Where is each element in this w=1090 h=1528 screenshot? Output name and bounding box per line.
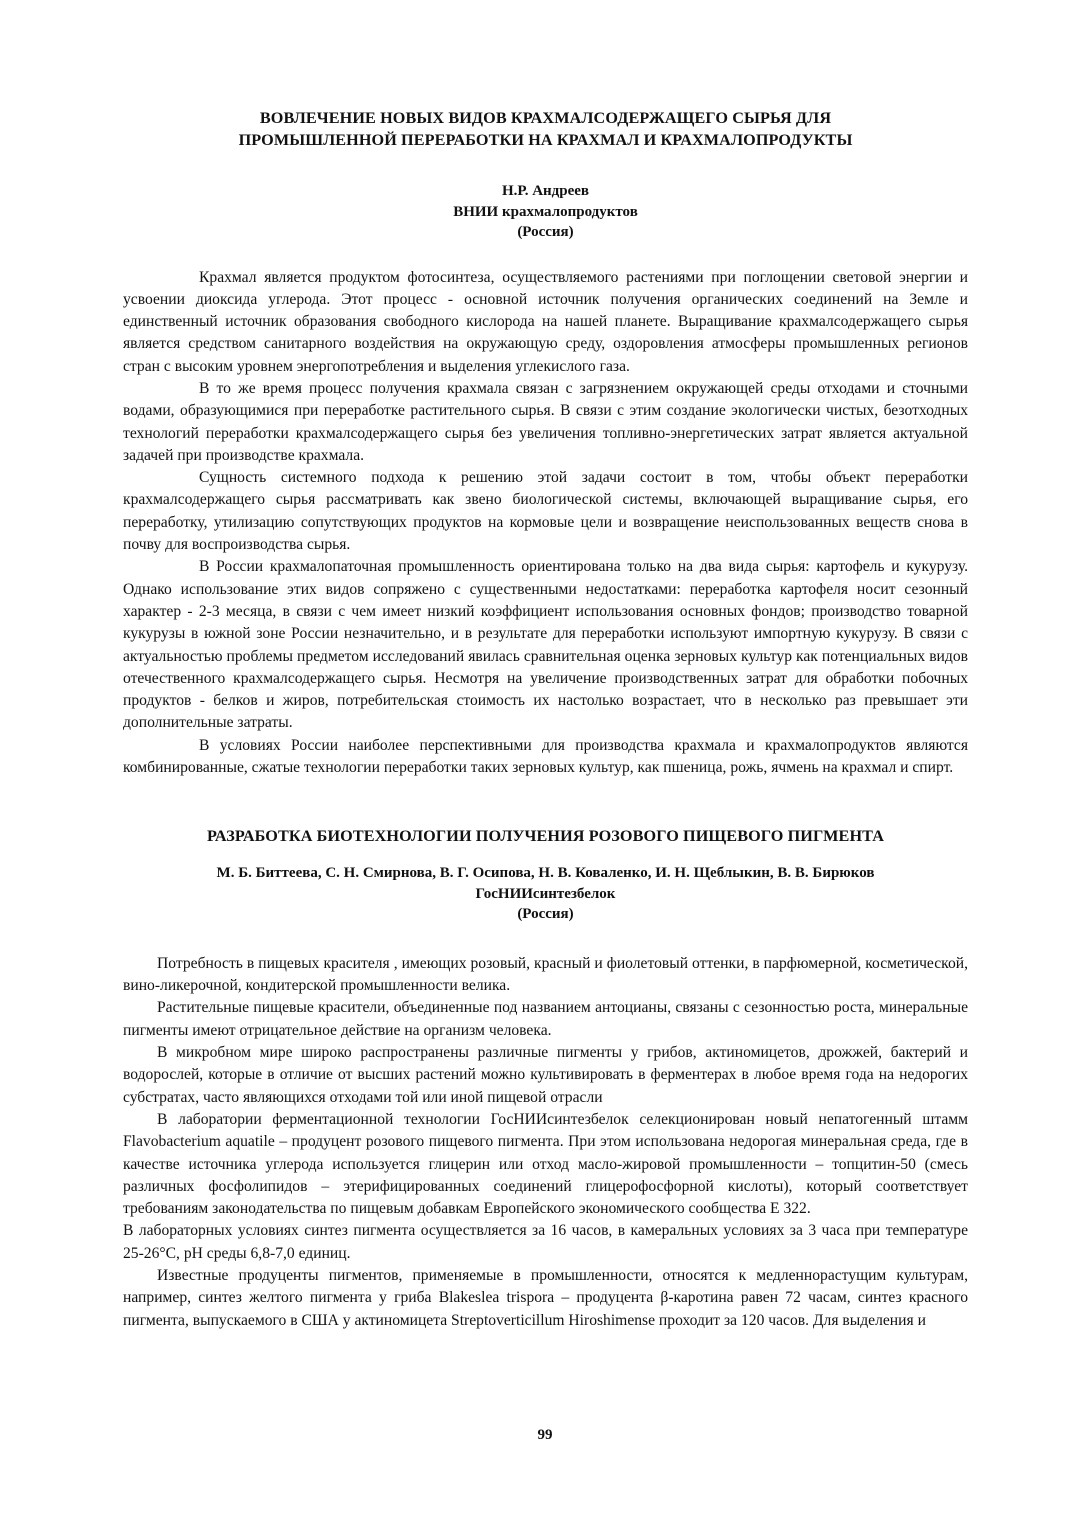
article2-authors: М. Б. Биттеева, С. Н. Смирнова, В. Г. Осипова, Н. В. Коваленко, И. Н. Щеблыкин, В. В. Бирюков: [216, 865, 875, 882]
article2-paragraph-4: В лаборатории ферментационной технологии ГосНИИсинтезбелок селекционирован новый непатогенный штамм Flavobacterium aquatile – продуцент розового пищевого пигмента. При этом использована недорогая минеральная среда, где в качестве источника углерода используется глицерин или отход масло-жировой промышленности – топцитин-50 (смесь различных фосфолипидов – этерифицированных соединений глицерофосфорной кислоты), который соответствует требованиям законодательства по пищевым добавкам Европейского экономического сообщества Е 322.: [123, 1110, 968, 1218]
article1-paragraph-5: В условиях России наиболее перспективными для производства крахмала и крахмалопродуктов являются комбинированные, сжатые технологии переработки таких зерновых культур, как пшеница, рожь, ячмень на крахмал и спирт.: [123, 736, 968, 777]
article1-title-line-1: ВОВЛЕЧЕНИЕ НОВЫХ ВИДОВ КРАХМАЛСОДЕРЖАЩЕГО СЫРЬЯ ДЛЯ: [259, 109, 832, 127]
article1-paragraph-4: В России крахмалопаточная промышленность ориентирована только на два вида сырья: картофель и кукурузу. Однако использование этих видов сопряжено с существенными недостатками: переработка картофеля носит сезонный характер - 2-3 месяца, в связи с чем имеет низкий коэффициент использования основных фондов; производство товарной кукурузы в южной зоне России незначительно, и в результате для переработки используют импортную кукурузу. В связи с актуальностью проблемы предметом исследований явилась сравнительная оценка зерновых культур как потенциальных видов отечественного крахмалсодержащего сырья. Несмотря на увеличение производственных затрат для обработки побочных продуктов - белков и жиров, потребительская стоимость их настолько возрастает, что в несколько раз превышает эти дополнительные затраты.: [123, 558, 968, 732]
article1-title: [123, 107, 968, 151]
article2-byline: [123, 863, 968, 925]
article1-author: Н.Р. Андреев: [501, 183, 590, 199]
article1-country: (Россия): [517, 224, 574, 240]
article2-country: (Россия): [517, 906, 574, 923]
article2-paragraph-1: Потребность в пищевых красителя , имеющих розовый, красный и фиолетовый оттенки, в парфюмерной, косметической, вино-ликерочной, кондитерской промышленности велика.: [123, 954, 968, 995]
page-number: 99: [537, 1427, 553, 1443]
article2-paragraph-5: В лабораторных условиях синтез пигмента осуществляется за 16 часов, в камеральных условиях за 3 часа при температуре 25-26°С, рН среды 6,8-7,0 единиц.: [123, 1222, 968, 1262]
article1-body: [123, 267, 968, 780]
article2-paragraph-3: В микробном мире широко распространены различные пигменты у грибов, актиномицетов, дрожжей, бактерий и водорослей, которые в отличие от высших растений можно культивировать в ферментерах в любое время года на недорогих субстратах, часто являющихся отходами той или иной пищевой отрасли: [123, 1044, 968, 1106]
article1-byline: [123, 181, 968, 243]
article1-paragraph-1: Крахмал является продуктом фотосинтеза, осуществляемого растениями при поглощении световой энергии и усвоении диоксида углерода. Этот процесс - основной источник получения органических соединений на Земле и единственный источник образования свободного кислорода на нашей планете. Выращивание крахмалсодержащего сырья является средством санитарного воздействия на окружающую среду, оздоровления атмосферы промышленных регионов стран с высоким уровнем энергопотребления и выделения углекислого газа.: [123, 268, 968, 375]
article2-paragraph-2: Растительные пищевые красители, объединенные под названием антоцианы, связаны с сезонностью роста, минеральные пигменты имеют отрицательное действие на организм человека.: [123, 999, 968, 1039]
article2-title: РАЗРАБОТКА БИОТЕХНОЛОГИИ ПОЛУЧЕНИЯ РОЗОВОГО ПИЩЕВОГО ПИГМЕНТА: [206, 827, 885, 846]
article1-affiliation: ВНИИ крахмалопродуктов: [453, 203, 638, 220]
article2-body: [123, 953, 968, 1332]
article2-paragraph-6: Известные продуценты пигментов, применяемые в промышленности, относятся к медленнорастущим культурам, например, синтез желтого пигмента у гриба Blakeslea trispora – продуцента β-каротина равен 72 часам, синтез красного пигмента, выпускаемого в США у актиномицета Streptoverticillum Hiroshimense проходит за 120 часов. Для выделения и: [123, 1266, 968, 1329]
article1-paragraph-2: В то же время процесс получения крахмала связан с загрязнением окружающей среды отходами и сточными водами, образующимися при переработке растительного сырья. В связи с этим создание экологически чистых, безотходных технологий переработки крахмалсодержащего сырья без увеличения топливно-энергетических затрат является актуальной задачей при производстве крахмала.: [123, 379, 968, 464]
article2-affiliation: ГосНИИсинтезбелок: [475, 885, 616, 902]
article1-paragraph-3: Сущность системного подхода к решению этой задачи состоит в том, чтобы объект переработки крахмалсодержащего сырья рассматривать как звено биологической системы, включающей выращивание сырья, его переработку, утилизацию сопутствующих продуктов на кормовые цели и возвращение неиспользованных веществ снова в почву для воспроизводства сырья.: [123, 469, 968, 554]
article1-title-line-2: ПРОМЫШЛЕННОЙ ПЕРЕРАБОТКИ НА КРАХМАЛ И КРАХМАЛОПРОДУКТЫ: [238, 131, 853, 149]
